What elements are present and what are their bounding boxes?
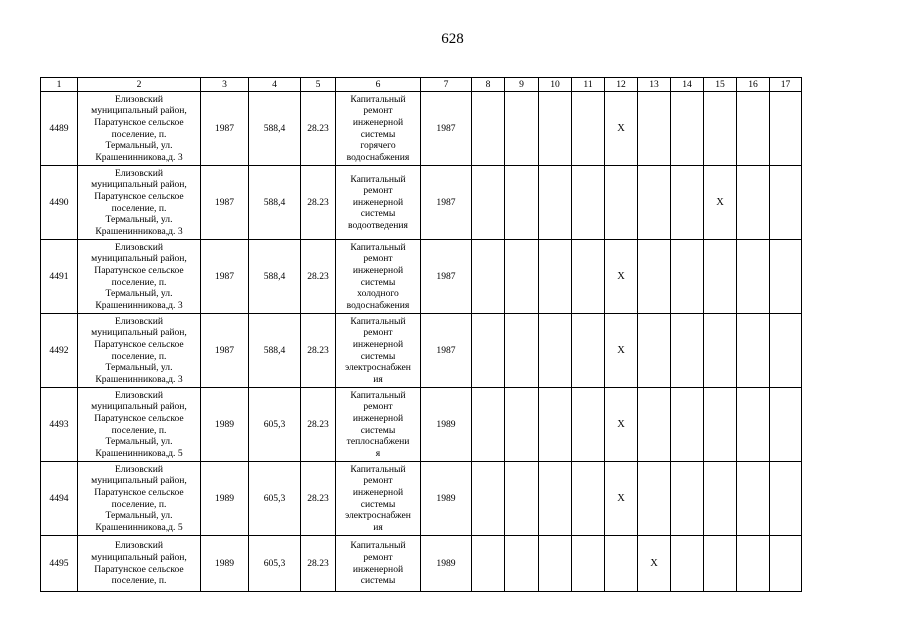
cell-empty [605, 166, 638, 240]
cell-row-number: 4490 [41, 166, 78, 240]
cell-area: 605,3 [249, 536, 301, 592]
cell-empty [737, 240, 770, 314]
column-header: 11 [572, 78, 605, 92]
cell-empty [638, 388, 671, 462]
cell-empty [605, 536, 638, 592]
cell-empty [671, 536, 704, 592]
cell-empty [770, 462, 802, 536]
cell-mark: X [638, 536, 671, 592]
cell-empty [472, 536, 505, 592]
cell-mark: X [704, 166, 737, 240]
cell-work-type: Капитальный ремонт инженерной системы горячего водоснабжения [336, 92, 421, 166]
cell-empty [472, 314, 505, 388]
cell-empty [572, 240, 605, 314]
column-header: 9 [505, 78, 539, 92]
cell-row-number: 4491 [41, 240, 78, 314]
cell-empty [671, 166, 704, 240]
cell-empty [737, 166, 770, 240]
column-header: 13 [638, 78, 671, 92]
cell-empty [539, 536, 572, 592]
cell-empty [572, 388, 605, 462]
cell-empty [638, 240, 671, 314]
cell-area: 588,4 [249, 166, 301, 240]
table-row [41, 314, 802, 388]
page-number: 628 [441, 31, 464, 47]
cell-empty [472, 92, 505, 166]
column-header: 14 [671, 78, 704, 92]
cell-row-number: 4494 [41, 462, 78, 536]
cell-empty [638, 92, 671, 166]
cell-year-built: 1989 [201, 462, 249, 536]
column-header: 10 [539, 78, 572, 92]
cell-empty [737, 314, 770, 388]
cell-empty [472, 240, 505, 314]
cell-year-built: 1987 [201, 92, 249, 166]
cell-year: 1987 [421, 166, 472, 240]
table-row [41, 536, 802, 592]
cell-year-built: 1987 [201, 166, 249, 240]
cell-row-number: 4489 [41, 92, 78, 166]
cell-code: 28.23 [301, 388, 336, 462]
cell-code: 28.23 [301, 240, 336, 314]
column-header: 6 [336, 78, 421, 92]
column-header: 5 [301, 78, 336, 92]
cell-address: Елизовский муниципальный район, Паратунское сельское поселение, п. Термальный, ул. Крашенинникова,д. 3 [78, 314, 201, 388]
cell-work-type: Капитальный ремонт инженерной системы теплоснабжени я [336, 388, 421, 462]
cell-empty [572, 166, 605, 240]
cell-address: Елизовский муниципальный район, Паратунское сельское поселение, п. [78, 536, 201, 592]
cell-empty [638, 462, 671, 536]
cell-empty [472, 388, 505, 462]
cell-year: 1987 [421, 240, 472, 314]
cell-code: 28.23 [301, 92, 336, 166]
cell-empty [770, 314, 802, 388]
cell-year: 1987 [421, 92, 472, 166]
cell-empty [704, 314, 737, 388]
cell-area: 605,3 [249, 462, 301, 536]
cell-empty [572, 536, 605, 592]
table-row [41, 240, 802, 314]
cell-empty [770, 240, 802, 314]
cell-empty [737, 462, 770, 536]
column-header: 16 [737, 78, 770, 92]
cell-empty [770, 536, 802, 592]
cell-code: 28.23 [301, 536, 336, 592]
cell-empty [671, 462, 704, 536]
cell-empty [505, 388, 539, 462]
column-header: 3 [201, 78, 249, 92]
cell-empty [638, 314, 671, 388]
cell-code: 28.23 [301, 314, 336, 388]
cell-empty [671, 388, 704, 462]
cell-row-number: 4493 [41, 388, 78, 462]
cell-empty [572, 462, 605, 536]
cell-area: 588,4 [249, 92, 301, 166]
cell-year-built: 1989 [201, 536, 249, 592]
cell-year: 1989 [421, 462, 472, 536]
cell-empty [505, 240, 539, 314]
cell-row-number: 4492 [41, 314, 78, 388]
cell-area: 605,3 [249, 388, 301, 462]
cell-mark: X [605, 240, 638, 314]
cell-work-type: Капитальный ремонт инженерной системы электроснабжен ия [336, 462, 421, 536]
column-header: 2 [78, 78, 201, 92]
cell-empty [539, 166, 572, 240]
table-body [41, 92, 802, 592]
column-header: 1 [41, 78, 78, 92]
cell-year: 1989 [421, 536, 472, 592]
cell-empty [505, 462, 539, 536]
cell-year-built: 1987 [201, 240, 249, 314]
column-header: 15 [704, 78, 737, 92]
cell-empty [737, 92, 770, 166]
cell-empty [770, 388, 802, 462]
cell-empty [572, 314, 605, 388]
cell-empty [505, 314, 539, 388]
cell-empty [737, 388, 770, 462]
cell-empty [704, 536, 737, 592]
cell-empty [704, 388, 737, 462]
cell-address: Елизовский муниципальный район, Паратунское сельское поселение, п. Термальный, ул. Крашенинникова,д. 3 [78, 166, 201, 240]
cell-empty [671, 314, 704, 388]
cell-work-type: Капитальный ремонт инженерной системы электроснабжен ия [336, 314, 421, 388]
cell-work-type: Капитальный ремонт инженерной системы холодного водоснабжения [336, 240, 421, 314]
cell-empty [539, 92, 572, 166]
cell-year-built: 1989 [201, 388, 249, 462]
cell-empty [505, 536, 539, 592]
cell-empty [505, 166, 539, 240]
cell-empty [671, 240, 704, 314]
table-container [40, 77, 803, 594]
cell-empty [472, 166, 505, 240]
cell-mark: X [605, 92, 638, 166]
cell-empty [770, 92, 802, 166]
cell-empty [704, 240, 737, 314]
cell-empty [539, 240, 572, 314]
cell-work-type: Капитальный ремонт инженерной системы водоотведения [336, 166, 421, 240]
cell-year: 1989 [421, 388, 472, 462]
cell-code: 28.23 [301, 462, 336, 536]
cell-mark: X [605, 388, 638, 462]
column-header: 12 [605, 78, 638, 92]
cell-year: 1987 [421, 314, 472, 388]
cell-empty [671, 92, 704, 166]
cell-empty [638, 166, 671, 240]
cell-work-type: Капитальный ремонт инженерной системы [336, 536, 421, 592]
cell-empty [505, 92, 539, 166]
cell-area: 588,4 [249, 314, 301, 388]
header-row [41, 78, 802, 92]
cell-empty [472, 462, 505, 536]
cell-empty [704, 92, 737, 166]
cell-empty [737, 536, 770, 592]
cell-code: 28.23 [301, 166, 336, 240]
cell-year-built: 1987 [201, 314, 249, 388]
cell-address: Елизовский муниципальный район, Паратунское сельское поселение, п. Термальный, ул. Крашенинникова,д. 5 [78, 462, 201, 536]
table-row [41, 92, 802, 166]
cell-empty [539, 462, 572, 536]
cell-mark: X [605, 462, 638, 536]
cell-area: 588,4 [249, 240, 301, 314]
column-header: 17 [770, 78, 802, 92]
cell-address: Елизовский муниципальный район, Паратунское сельское поселение, п. Термальный, ул. Крашенинникова,д. 5 [78, 388, 201, 462]
cell-empty [539, 314, 572, 388]
table-row [41, 166, 802, 240]
cell-mark: X [605, 314, 638, 388]
cell-empty [539, 388, 572, 462]
cell-empty [770, 166, 802, 240]
column-header: 8 [472, 78, 505, 92]
table-row [41, 388, 802, 462]
table-row [41, 462, 802, 536]
cell-empty [704, 462, 737, 536]
cell-address: Елизовский муниципальный район, Паратунское сельское поселение, п. Термальный, ул. Крашенинникова,д. 3 [78, 92, 201, 166]
column-header: 4 [249, 78, 301, 92]
cell-row-number: 4495 [41, 536, 78, 592]
cell-empty [572, 92, 605, 166]
column-header: 7 [421, 78, 472, 92]
cell-address: Елизовский муниципальный район, Паратунское сельское поселение, п. Термальный, ул. Крашенинникова,д. 3 [78, 240, 201, 314]
repair-schedule-table [40, 77, 802, 592]
